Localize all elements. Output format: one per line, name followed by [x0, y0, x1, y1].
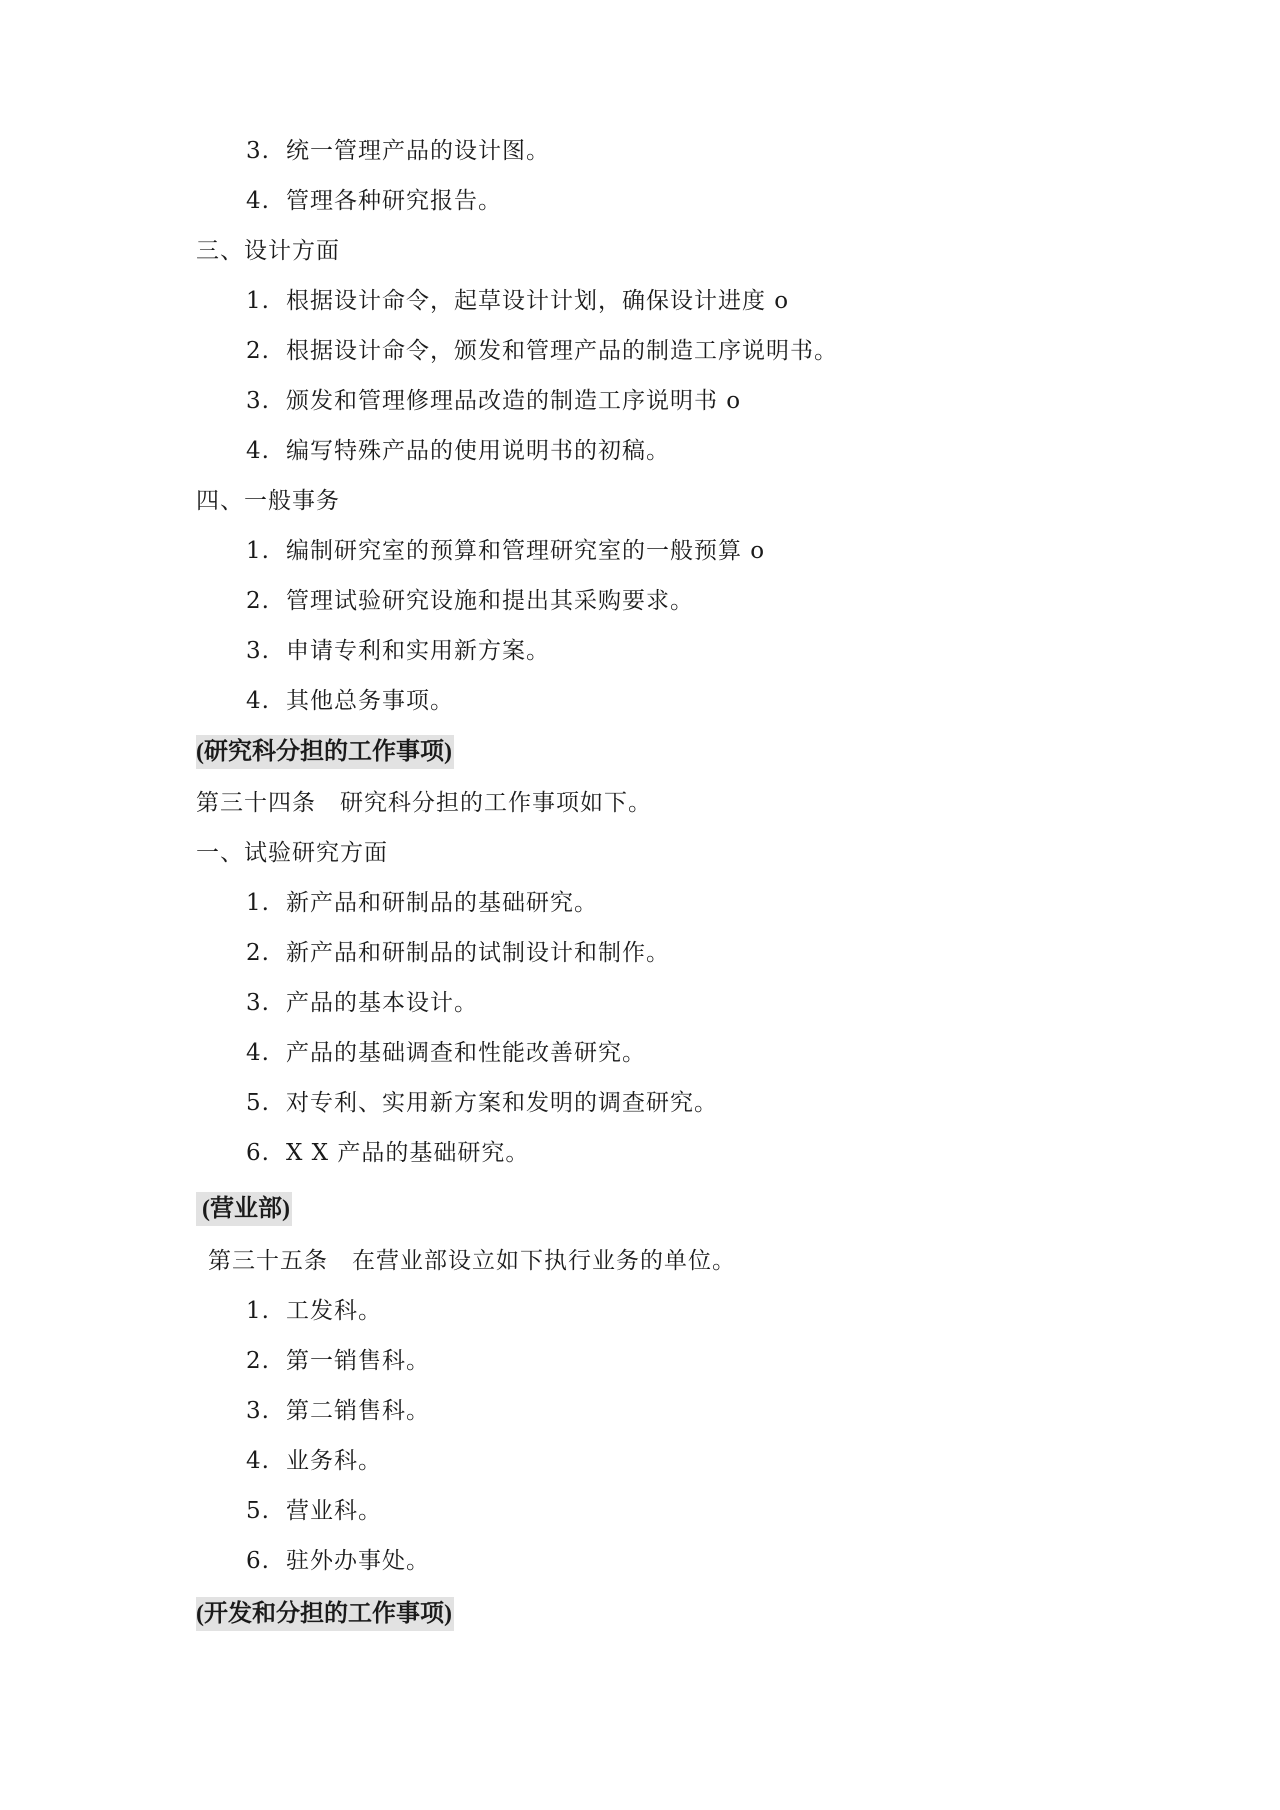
item-number: 3. — [246, 638, 270, 664]
item-text: 产品的基本设计。 — [286, 990, 478, 1016]
list-item — [246, 336, 838, 366]
list-item — [246, 686, 454, 716]
item-text: 新产品和研制品的试制设计和制作。 — [286, 940, 670, 966]
list-item — [246, 1496, 382, 1526]
item-text: 新产品和研制品的基础研究。 — [286, 890, 598, 916]
list-item — [246, 1346, 430, 1376]
item-number: 3. — [246, 1398, 270, 1424]
list-item — [246, 386, 741, 416]
item-number: 1. — [246, 890, 270, 916]
article-35: 第三十五条 在营业部设立如下执行业务的单位。 — [208, 1248, 736, 1274]
item-number: 2. — [246, 588, 270, 614]
item-text: 产品的基础调查和性能改善研究。 — [286, 1040, 646, 1066]
item-number: 1. — [246, 1298, 270, 1324]
item-number: 6. — [246, 1140, 270, 1166]
heading-development-duties: (开发和分担的工作事项) — [196, 1597, 454, 1631]
item-number: 6. — [246, 1548, 270, 1574]
list-item — [246, 536, 765, 566]
item-text: 编写特殊产品的使用说明书的初稿。 — [286, 438, 670, 464]
item-number: 2. — [246, 1348, 270, 1374]
item-text: 根据设计命令，颁发和管理产品的制造工序说明书。 — [286, 338, 838, 364]
list-item — [246, 436, 670, 466]
item-number: 3. — [246, 388, 270, 414]
item-text: 第一销售科。 — [286, 1348, 430, 1374]
list-item — [246, 1088, 718, 1118]
item-number: 4. — [246, 1040, 270, 1066]
list-item — [246, 1546, 430, 1576]
item-number: 3. — [246, 990, 270, 1016]
section-title: 一、试验研究方面 — [196, 840, 388, 866]
list-item — [246, 586, 694, 616]
item-number: 4. — [246, 688, 270, 714]
item-number: 1. — [246, 288, 270, 314]
section-title: 三、设计方面 — [196, 238, 340, 264]
item-number: 4. — [246, 438, 270, 464]
list-item — [246, 1138, 529, 1168]
list-item — [246, 186, 502, 216]
list-item — [246, 1038, 646, 1068]
item-text: 管理试验研究设施和提出其采购要求。 — [286, 588, 694, 614]
item-number: 2. — [246, 940, 270, 966]
item-text: 编制研究室的预算和管理研究室的一般预算 o — [286, 538, 766, 564]
item-number: 5. — [246, 1090, 270, 1116]
item-text: 营业科。 — [286, 1498, 382, 1524]
item-text: X X 产品的基础研究。 — [286, 1140, 530, 1166]
item-text: 统一管理产品的设计图。 — [286, 138, 550, 164]
list-item — [246, 938, 670, 968]
list-item — [246, 1396, 430, 1426]
item-text: 其他总务事项。 — [286, 688, 454, 714]
list-item — [246, 1296, 382, 1326]
item-number: 4. — [246, 188, 270, 214]
list-item — [246, 988, 478, 1018]
item-text: 颁发和管理修理品改造的制造工序说明书 o — [286, 388, 742, 414]
heading-sales-department: (营业部) — [196, 1192, 292, 1226]
article-34: 第三十四条 研究科分担的工作事项如下。 — [196, 790, 652, 816]
item-text: 对专利、实用新方案和发明的调查研究。 — [286, 1090, 718, 1116]
item-text: 申请专利和实用新方案。 — [286, 638, 550, 664]
section-title: 四、一般事务 — [196, 488, 340, 514]
item-text: 第二销售科。 — [286, 1398, 430, 1424]
list-item — [246, 136, 550, 166]
item-number: 4. — [246, 1448, 270, 1474]
item-text: 业务科。 — [286, 1448, 382, 1474]
item-number: 1. — [246, 538, 270, 564]
list-item — [246, 888, 598, 918]
item-text: 驻外办事处。 — [286, 1548, 430, 1574]
item-text: 管理各种研究报告。 — [286, 188, 502, 214]
item-number: 2. — [246, 338, 270, 364]
item-number: 3. — [246, 138, 270, 164]
list-item — [246, 636, 550, 666]
item-number: 5. — [246, 1498, 270, 1524]
list-item — [246, 1446, 382, 1476]
item-text: 工发科。 — [286, 1298, 382, 1324]
heading-research-section-duties: (研究科分担的工作事项) — [196, 735, 454, 769]
item-text: 根据设计命令，起草设计计划，确保设计进度 o — [286, 288, 790, 314]
list-item — [246, 286, 789, 316]
